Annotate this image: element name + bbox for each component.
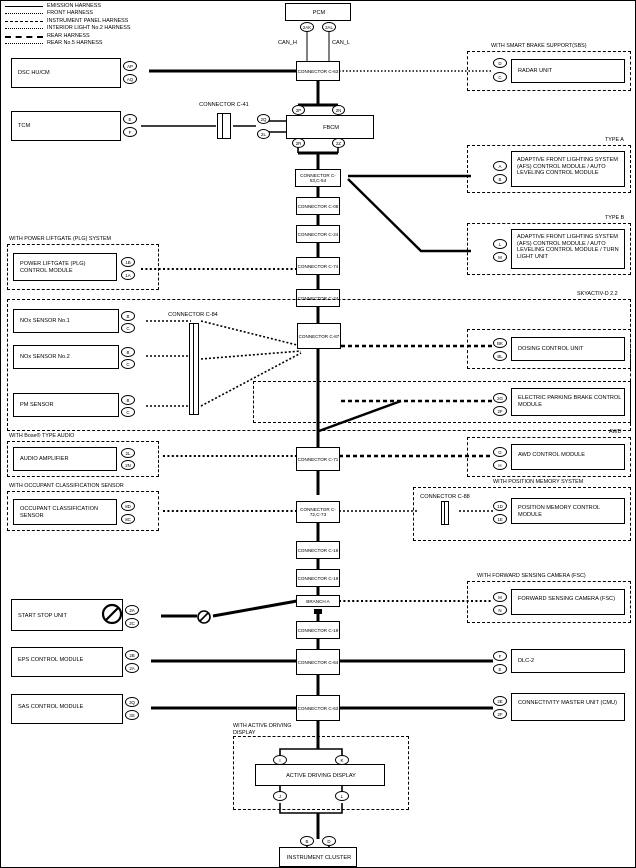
connector-c-41[interactable]: [217, 113, 231, 139]
pin-label: F: [498, 653, 502, 659]
legend-label: EMISSION HARNESS: [47, 3, 101, 9]
pin-label: 2G: [497, 395, 503, 401]
pin-label: M: [498, 594, 502, 600]
module-nox-sensor-1[interactable]: [13, 309, 119, 333]
connector-label: CONNECTOR C-19: [297, 627, 339, 633]
module-audio-amplifier[interactable]: [13, 447, 117, 471]
module-fsc[interactable]: [511, 589, 625, 615]
legend-line-ip: [5, 21, 43, 22]
pin-d: [493, 58, 507, 68]
module-sas[interactable]: [11, 694, 123, 724]
pin-label: 2Z: [335, 140, 342, 146]
connector-c-84[interactable]: [189, 323, 199, 415]
pin-label: 2L: [261, 131, 266, 137]
connector-c-88-label: CONNECTOR C-88: [420, 493, 470, 500]
module-label: ELECTRIC PARKING BRAKE CONTROL MODULE: [518, 395, 622, 408]
pin-b: [121, 311, 135, 321]
module-cmu[interactable]: [511, 693, 625, 721]
module-label: EPS CONTROL MODULE: [18, 657, 84, 663]
pin-n: [493, 605, 507, 615]
pin-label: BL: [497, 353, 503, 359]
pin-3q: [125, 697, 139, 707]
connector-c-63-top[interactable]: [296, 61, 340, 81]
pin-i: [273, 755, 287, 765]
group-title-bose: WITH Bose® TYPE AUDIO: [9, 433, 75, 439]
pin-label: C: [126, 325, 130, 331]
pin-c: [121, 323, 135, 333]
module-label: PM SENSOR: [20, 402, 54, 408]
connector-label: CONNECTOR C-87: [298, 333, 340, 339]
pin-label: D: [327, 838, 331, 844]
signal-can-h: CAN_H: [278, 40, 297, 46]
pin-8c: [121, 514, 135, 524]
legend-label: REAR HARNESS: [47, 32, 90, 39]
connector-c-16[interactable]: [296, 541, 340, 559]
pin-label: 1E: [497, 516, 503, 522]
module-label: ADAPTIVE FRONT LIGHTING SYSTEM (AFS) CONTROL MODULE / AUTO LEVELING CONTROL MODULE / TURN LIGHT UNIT: [517, 234, 619, 260]
pin-c: [121, 359, 135, 369]
group-title-skyactiv: SKYACTIV-D 2.2: [577, 291, 618, 297]
pin-label: I: [279, 757, 281, 763]
legend-row: [3, 40, 233, 47]
legend-label: FRONT HARNESS: [47, 10, 94, 17]
pin-1d: [493, 501, 507, 511]
pin-label: AP: [127, 63, 133, 69]
pin-label: 2AK: [302, 24, 312, 30]
pin-label: F: [128, 129, 132, 135]
connector-c-41-label: CONNECTOR C-41: [199, 101, 249, 108]
pin-label: L: [498, 241, 502, 247]
pin-label: 3Q: [129, 699, 135, 705]
module-label: ACTIVE DRIVING DISPLAY: [286, 772, 356, 779]
pin-bk: [493, 338, 507, 348]
pin-e: [123, 114, 137, 124]
connector-c-71[interactable]: [296, 447, 340, 471]
connector-c-08[interactable]: [296, 197, 340, 215]
pin-label: 3S: [129, 712, 135, 718]
pin-3s: [125, 710, 139, 720]
connector-c-87[interactable]: [297, 323, 341, 349]
pin-f: [493, 651, 507, 661]
pin-label: 8D: [125, 503, 131, 509]
pin-label: 2E: [497, 698, 503, 704]
connector-c-24-a[interactable]: [296, 225, 340, 243]
pin-b: [493, 174, 507, 184]
pin-label: 2AL: [325, 24, 333, 30]
module-afs-type-b[interactable]: [511, 229, 625, 269]
group-title-type-b: TYPE B: [605, 215, 625, 221]
group-title-pms: WITH POSITION MEMORY SYSTEM: [493, 479, 584, 485]
connector-c-88[interactable]: [441, 501, 449, 525]
pin-label: 8C: [125, 516, 131, 522]
pin-label: 2C: [129, 620, 135, 626]
legend-label: REAR No.5 HARNESS: [47, 39, 103, 46]
pin-label: 1A: [125, 272, 131, 278]
pin-label: J: [278, 793, 282, 799]
group-title-awd: AWD: [609, 429, 622, 435]
pin-b: [121, 395, 135, 405]
module-plg[interactable]: [13, 253, 117, 281]
pin-label: 2F: [497, 408, 503, 414]
connector-label: CONNECTOR C-63: [297, 68, 339, 74]
module-label: FORWARD SENSING CAMERA (FSC): [518, 596, 615, 602]
pin-l: [493, 239, 507, 249]
group-title-sbs: WITH SMART BRAKE SUPPORT(SBS): [491, 43, 587, 49]
connector-label: CONNECTOR C-53,C-54: [300, 173, 336, 183]
pin-label: E: [128, 116, 132, 122]
connector-c-64[interactable]: [296, 649, 340, 675]
module-label: PCM: [312, 9, 326, 16]
pin-label: 2N: [335, 107, 342, 113]
pin-label: 1D: [497, 503, 503, 509]
pin-1b: [121, 257, 135, 267]
pin-label: 2A: [129, 665, 135, 671]
legend-line-front: [5, 13, 43, 14]
legend-line-emission: [5, 6, 43, 7]
pin-b: [121, 347, 135, 357]
module-label: POWER LIFTGATE (PLG) CONTROL MODULE: [20, 261, 86, 274]
connector-label: CONNECTOR C-08: [297, 203, 339, 209]
pin-b: [300, 836, 314, 846]
module-label: NOx SENSOR No.2: [20, 354, 70, 360]
pin-label: 2Q: [260, 116, 267, 122]
connector-c-72-c-73[interactable]: [296, 501, 340, 523]
connector-c-19-b[interactable]: [296, 621, 340, 639]
connector-label: BRANCH A: [306, 598, 330, 604]
pin-h: [493, 460, 507, 470]
group-title-ocs: WITH OCCUPANT CLASSIFICATION SENSOR: [9, 483, 124, 489]
pin-2l: [257, 129, 270, 139]
legend-line-rear5: [5, 43, 43, 44]
module-pcm[interactable]: [285, 3, 351, 21]
pin-label: H: [498, 462, 502, 468]
pin-2a: [125, 605, 139, 615]
pin-2l: [121, 448, 135, 458]
pin-label: C: [498, 74, 502, 80]
pin-label: BK: [497, 340, 503, 346]
pin-d: [322, 836, 336, 846]
connector-c-74[interactable]: [296, 257, 340, 275]
legend-row: [3, 25, 233, 32]
module-fbcm[interactable]: [286, 115, 374, 139]
legend-row: [3, 33, 233, 40]
pin-label: B: [126, 349, 130, 355]
module-label: AUDIO AMPLIFIER: [20, 456, 69, 462]
module-awd[interactable]: [511, 444, 625, 470]
legend-row: [3, 3, 233, 10]
pin-2a: [125, 663, 139, 673]
pin-2f: [493, 406, 507, 416]
connector-label: CONNECTOR C-63: [297, 705, 339, 711]
pin-label: 2R: [295, 140, 302, 146]
connector-label: CONNECTOR C-24: [297, 231, 339, 237]
pin-ap: [123, 61, 137, 71]
module-label: ADAPTIVE FRONT LIGHTING SYSTEM (AFS) CONTROL MODULE / AUTO LEVELING CONTROL MODULE: [517, 157, 618, 177]
pin-label: B: [305, 838, 309, 844]
module-label: CONNECTIVITY MASTER UNIT (CMU): [518, 700, 617, 706]
connector-label: CONNECTOR C-74: [297, 263, 339, 269]
module-epb[interactable]: [511, 388, 625, 416]
pin-2ak: [300, 22, 314, 32]
module-label: START STOP UNIT: [18, 613, 67, 619]
module-label: POSITION MEMORY CONTROL MODULE: [518, 505, 600, 518]
pin-bl: [493, 351, 507, 361]
pin-2p: [292, 105, 305, 115]
module-label: DOSING CONTROL UNIT: [518, 346, 584, 352]
pin-2f: [493, 709, 507, 719]
pin-label: E: [498, 666, 502, 672]
legend-label: INTERIOR LIGHT No.2 HARNESS: [47, 25, 131, 32]
pin-2r: [292, 138, 305, 148]
pin-j: [273, 791, 287, 801]
connector-label: CONNECTOR C-64: [297, 659, 339, 665]
pin-k: [335, 755, 349, 765]
pin-2n: [332, 105, 345, 115]
pin-label: 2A: [129, 607, 135, 613]
pin-label: D: [498, 60, 502, 66]
group-title-add: WITH ACTIVE DRIVING DISPLAY: [233, 723, 292, 736]
connector-label: CONNECTOR C-71: [297, 456, 339, 462]
pin-label: 2L: [125, 450, 131, 456]
pin-8d: [121, 501, 135, 511]
connector-label: CONNECTOR C-24: [297, 295, 339, 301]
module-label: INSTRUMENT CLUSTER: [286, 854, 352, 861]
pin-g: [493, 447, 507, 457]
pin-l: [335, 791, 349, 801]
pin-label: A: [498, 163, 502, 169]
pin-label: 2N: [125, 462, 131, 468]
pin-2z: [332, 138, 345, 148]
pin-1a: [121, 270, 135, 280]
pin-2c: [125, 618, 139, 628]
connector-c-84-label: CONNECTOR C-84: [168, 311, 218, 318]
no-entry-icon: [101, 603, 123, 625]
pin-2n: [121, 460, 135, 470]
legend-line-rear: [5, 36, 43, 38]
module-label: DSC HU/CM: [18, 70, 50, 76]
junction-icon: [196, 609, 212, 625]
connector-label: CONNECTOR C-72,C-73: [300, 507, 336, 517]
pin-label: 2F: [497, 711, 503, 717]
pin-label: AQ: [126, 76, 134, 82]
connector-c-19-a[interactable]: [296, 569, 340, 587]
pin-m: [493, 252, 507, 262]
pin-label: 2P: [295, 107, 302, 113]
module-dosing-control-unit[interactable]: [511, 337, 625, 361]
pin-1e: [493, 514, 507, 524]
pin-label: C: [126, 361, 130, 367]
module-label: FBCM: [323, 124, 339, 131]
module-afs-type-a[interactable]: [511, 151, 625, 187]
pin-label: 2B: [129, 652, 135, 658]
pin-2g: [493, 393, 507, 403]
pin-m: [493, 592, 507, 602]
pin-label: C: [126, 409, 130, 415]
pin-label: M: [498, 254, 502, 260]
pin-label: B: [126, 313, 130, 319]
pin-2al: [322, 22, 336, 32]
pin-aq: [123, 74, 137, 84]
branch-a[interactable]: [296, 595, 340, 607]
group-title-plg: WITH POWER LIFTGATE (PLG) SYSTEM: [9, 236, 112, 242]
module-label: AWD CONTROL MODULE: [518, 452, 586, 458]
pin-label: G: [498, 449, 502, 455]
module-instrument-cluster[interactable]: [279, 847, 357, 867]
connector-label: CONNECTOR C-16: [297, 547, 339, 553]
connector-label: CONNECTOR C-19: [297, 575, 339, 581]
pin-c: [493, 72, 507, 82]
legend-line-interior: [5, 28, 43, 29]
legend-label: INSTRUMENT PANEL HARNESS: [47, 17, 129, 24]
module-nox-sensor-2[interactable]: [13, 345, 119, 369]
module-ocs[interactable]: [13, 499, 117, 525]
legend-row: [3, 18, 233, 25]
pin-label: K: [340, 757, 344, 763]
module-label: TCM: [18, 123, 31, 129]
connector-c-63-bottom[interactable]: [296, 695, 340, 721]
module-pm-sensor[interactable]: [13, 393, 119, 417]
module-label: OCCUPANT CLASSIFICATION SENSOR: [20, 506, 99, 519]
legend-row: [3, 10, 233, 17]
legend: [3, 3, 233, 47]
signal-can-l: CAN_L: [332, 40, 351, 46]
pin-a: [493, 161, 507, 171]
pin-label: N: [498, 607, 502, 613]
group-title-fsc: WITH FORWARD SENSING CAMERA (FSC): [477, 573, 586, 579]
module-label: RADAR UNIT: [518, 68, 553, 74]
module-active-driving-display[interactable]: [255, 764, 385, 786]
module-dsc-hu-cm[interactable]: [11, 58, 121, 88]
module-radar-unit[interactable]: [511, 59, 625, 83]
module-tcm[interactable]: [11, 111, 121, 141]
pin-label: L: [340, 793, 344, 799]
group-title-type-a: TYPE A: [605, 137, 624, 143]
module-label: NOx SENSOR No.1: [20, 318, 70, 324]
pin-2b: [125, 650, 139, 660]
module-position-memory[interactable]: [511, 498, 625, 524]
module-label: DLC-2: [518, 658, 535, 664]
pin-e: [493, 664, 507, 674]
module-dlc2[interactable]: [511, 649, 625, 673]
pin-2e: [493, 696, 507, 706]
pin-f: [123, 127, 137, 137]
module-eps[interactable]: [11, 647, 123, 677]
pin-c: [121, 407, 135, 417]
pin-label: B: [126, 397, 130, 403]
module-label: SAS CONTROL MODULE: [18, 704, 84, 710]
pin-label: B: [498, 176, 502, 182]
connector-c-53-c-54[interactable]: [295, 169, 341, 187]
pin-label: 1B: [125, 259, 131, 265]
pin-2q: [257, 114, 270, 124]
